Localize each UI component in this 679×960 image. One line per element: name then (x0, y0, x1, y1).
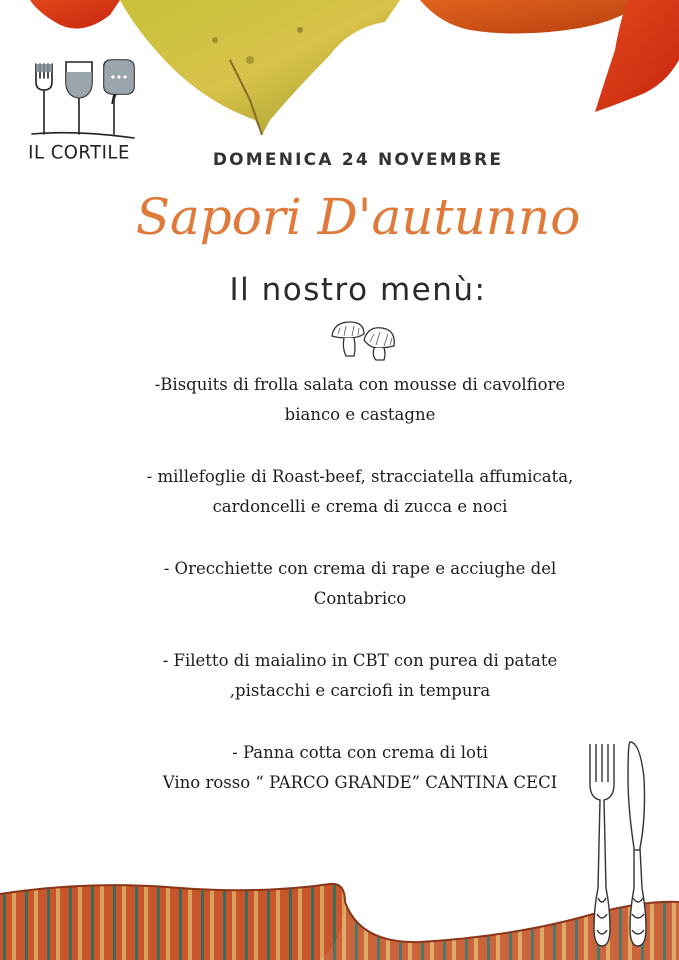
menu-item (90, 462, 630, 522)
menu-subtitle: Il nostro menù: (229, 272, 487, 308)
menu-item-line: - Filetto di maialino in CBT con purea di patate (162, 651, 558, 670)
menu-item-line: cardoncelli e crema di zucca e noci (212, 497, 508, 516)
menu-item-line: Contabrico (313, 589, 407, 608)
mushrooms-icon (328, 318, 400, 362)
menu-item (90, 738, 630, 798)
menu-item-line: -Bisquits di frolla salata con mousse di cavolfiore (154, 375, 566, 394)
menu-item-line: - Orecchiette con crema di rape e acciughe del (163, 559, 557, 578)
menu-item (90, 554, 630, 614)
menu-item-line: - Panna cotta con crema di loti (232, 743, 488, 762)
striped-ribbon-decoration (0, 872, 679, 960)
menu-item (90, 370, 630, 430)
page-title: Sapori D'autunno (135, 188, 581, 246)
event-date: DOMENICA 24 NOVEMBRE (212, 150, 504, 170)
menu-list (90, 370, 630, 798)
fork-knife-icon (582, 738, 662, 950)
menu-item (90, 646, 630, 706)
brand-name: IL CORTILE (28, 141, 130, 164)
menu-item-line: - millefoglie di Roast-beef, stracciatella affumicata, (146, 467, 574, 486)
menu-item-line: Vino rosso “ PARCO GRANDE” CANTINA CECI (162, 773, 558, 792)
menu-item-line: ,pistacchi e carciofi in tempura (229, 681, 491, 700)
menu-item-line: bianco e castagne (284, 405, 436, 424)
